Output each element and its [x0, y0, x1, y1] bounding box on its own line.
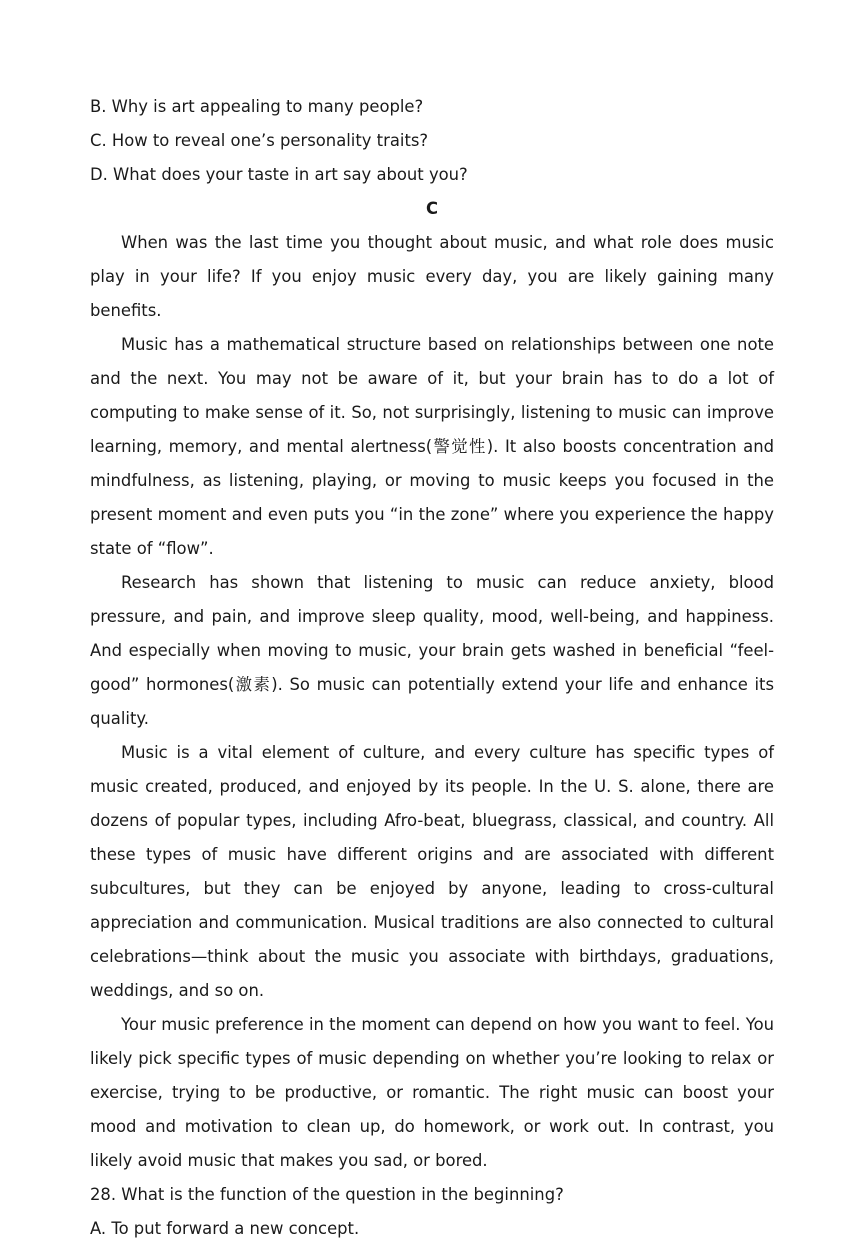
paragraph-5: Your music preference in the moment can depend on how you want to feel. You likely pick specific types of music depending on whether you’re looking to relax or exercise, trying to be productive, or romantic. The right music can boost your mood and motivation to clean up, do homework, or work out. In contrast, you likely avoid music that makes you sad, or bored. [90, 1015, 774, 1170]
paragraph-3: Research has shown that listening to music can reduce anxiety, blood pressure, and pain, and improve sleep quality, mood, well-being, and happiness. And especially when moving to music, your brain gets washed in beneficial “feel-good” hormones(激素). So music can potentially extend your life and enhance its quality. [90, 573, 774, 728]
paragraph-2: Music has a mathematical structure based on relationships between one note and the next. You may not be aware of it, but your brain has to do a lot of computing to make sense of it. So, not surprisingly, listening to music can improve learning, memory, and mental alertness(警觉性). It also boosts concentration and mindfulness, as listening, playing, or moving to music keeps you focused in the present moment and even puts you “in the zone” where you experience the happy state of “flow”. [90, 335, 774, 558]
option-b: B. Why is art appealing to many people? [90, 97, 424, 116]
question-option-a: A. To put forward a new concept. [90, 1219, 360, 1238]
paragraph-4: Music is a vital element of culture, and every culture has specific types of music created, produced, and enjoyed by its people. In the U. S. alone, there are dozens of popular types, including Afro-beat, bluegrass, classical, and country. All these types of music have different origins and are associated with different subcultures, but they can be enjoyed by anyone, leading to cross-cultural appreciation and communication. Musical traditions are also connected to cultural celebrations—think about the music you associate with birthdays, graduations, weddings, and so on. [90, 743, 774, 1000]
section-heading: C [425, 199, 439, 218]
question-stem: 28. What is the function of the question in the beginning? [90, 1185, 564, 1204]
option-d: D. What does your taste in art say about you? [90, 165, 468, 184]
option-c: C. How to reveal one’s personality traits? [90, 131, 429, 150]
paragraph-1: When was the last time you thought about music, and what role does music play in your life? If you enjoy music every day, you are likely gaining many benefits. [90, 233, 774, 320]
document-page [90, 90, 774, 1246]
